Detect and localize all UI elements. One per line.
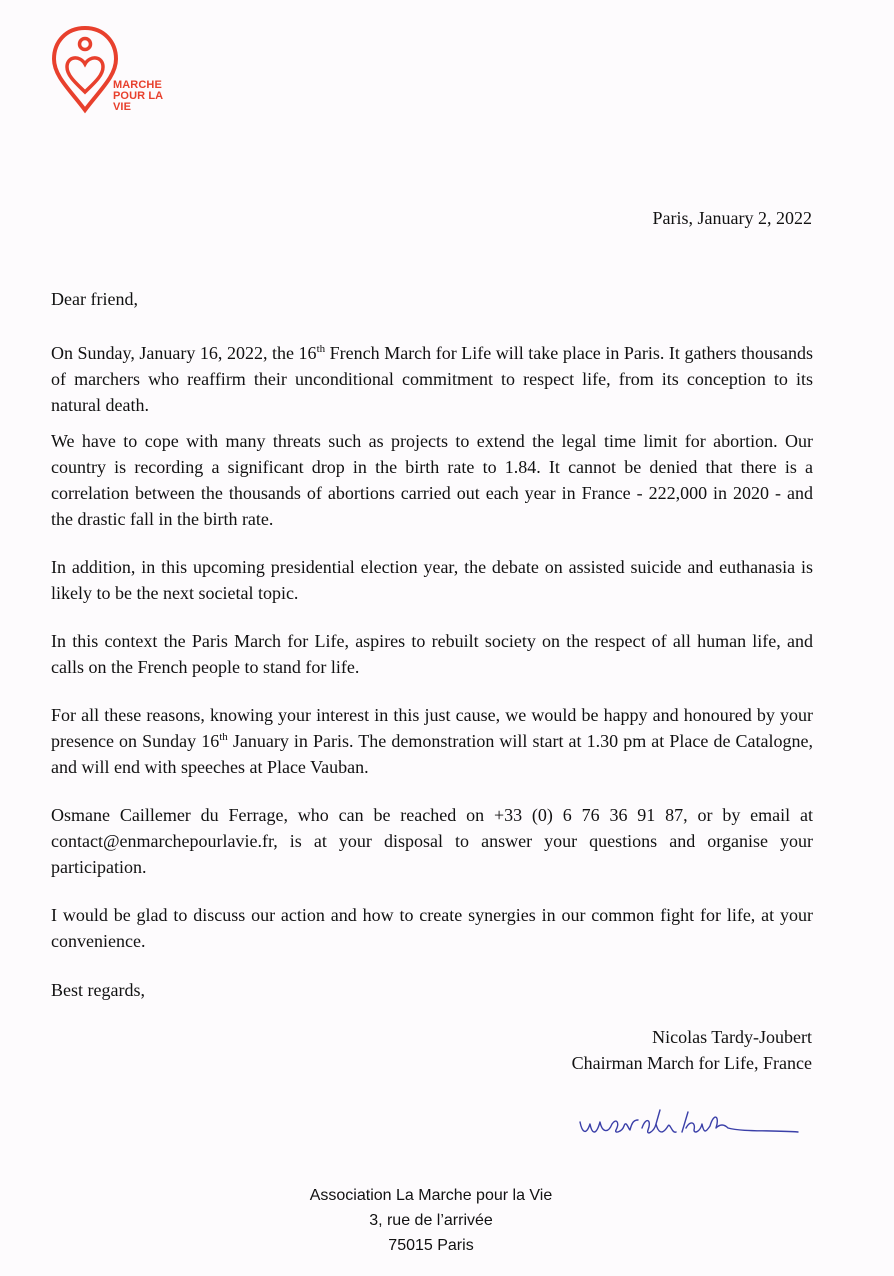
paragraph-6: Osmane Caillemer du Ferrage, who can be reached on +33 (0) 6 76 36 91 87, or by email at contact@enmarchepourlavie.fr, is at your disposal to answer your questions and organise your participation. <box>51 805 813 877</box>
greeting: Dear friend, <box>51 289 138 309</box>
footer-org: Association La Marche pour la Vie <box>309 1187 553 1204</box>
paragraph-5: For all these reasons, knowing your interest in this just cause, we would be happy and honoured by your presence on Sunday 16th January in Paris. The demonstration will start at 1.30 pm at Place de Catalogne, and will end with speeches at Place Vauban. <box>51 705 813 777</box>
paragraph-3: In addition, in this upcoming presidential election year, the debate on assisted suicide and euthanasia is likely to be the next societal topic. <box>51 557 813 603</box>
signatory-name: Nicolas Tardy-Joubert <box>652 1027 812 1047</box>
paragraph-2: We have to cope with many threats such as projects to extend the legal time limit for abortion. Our country is recording a significant drop in the birth rate to 1.84. It cannot be denied that there is a correlation between the thousands of abortions carried out each year in France - 222,000 in 2020 - and the drastic fall in the birth rate. <box>51 431 813 529</box>
closing: Best regards, <box>51 980 145 1000</box>
footer-street: 3, rue de l’arrivée <box>369 1212 493 1229</box>
paragraph-7: I would be glad to discuss our action and how to create synergies in our common fight for life, at your convenience. <box>51 905 813 951</box>
signatory-block <box>572 1024 812 1076</box>
handwritten-signature <box>572 1098 812 1148</box>
map-pin-heart-icon <box>50 24 120 114</box>
letter-date: Paris, January 2, 2022 <box>652 208 812 228</box>
signatory-title: Chairman March for Life, France <box>571 1053 812 1073</box>
paragraph-1: On Sunday, January 16, 2022, the 16th French March for Life will take place in Paris. It gathers thousands of marchers who reaffirm their unconditional commitment to respect life, from its conception to its natural death. <box>51 343 813 415</box>
paragraph-4: In this context the Paris March for Life, aspires to rebuilt society on the respect of all human life, and calls on the French people to stand for life. <box>51 631 813 677</box>
footer-city: 75015 Paris <box>388 1237 474 1254</box>
logo-text: MARCHE POUR LA VIE <box>113 79 164 113</box>
logo <box>50 24 170 124</box>
footer-address <box>0 1183 862 1258</box>
letter-body <box>51 286 813 964</box>
